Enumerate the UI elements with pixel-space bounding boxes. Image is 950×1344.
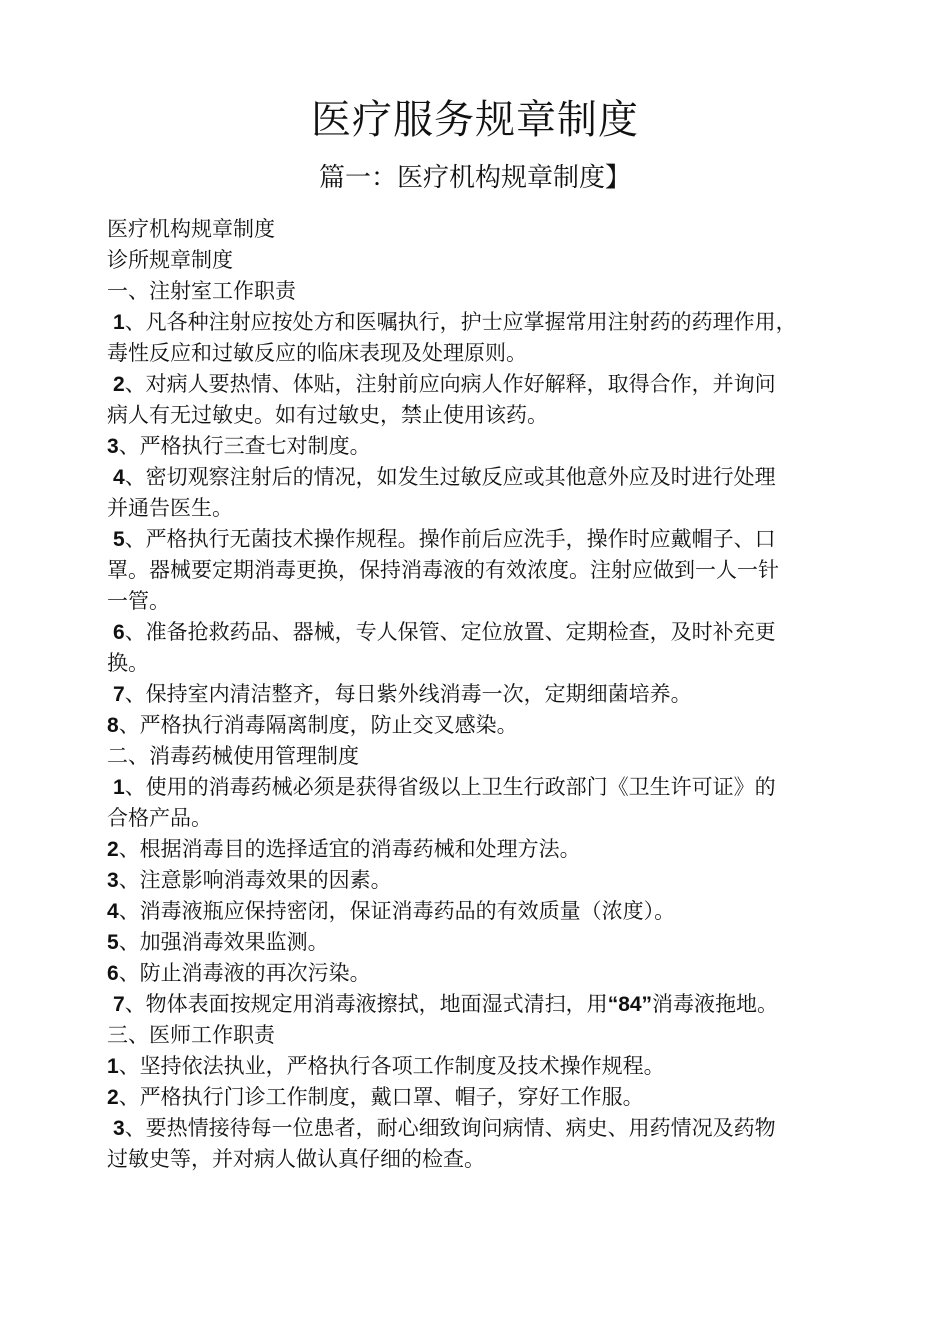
section-1-heading: 一、注射室工作职责 — [107, 279, 296, 303]
item-text: 、凡各种注射应按处方和医嘱执行，护士应掌握常用注射药的药理作用， — [124, 310, 797, 334]
item-text: 、对病人要热情、体贴，注射前应向病人作好解释，取得合作，并询问 — [124, 372, 776, 396]
section-1-list — [107, 307, 859, 741]
document-subtitle: 篇一：医疗机构规章制度】 — [318, 163, 631, 193]
item-text: 、准备抢救药品、器械，专人保管、定位放置、定期检查，及时补充更 — [124, 620, 776, 644]
item-number: 3 — [107, 435, 119, 458]
item-number: 3 — [107, 869, 119, 892]
item-text: 病人有无过敏史。如有过敏史，禁止使用该药。 — [107, 403, 548, 427]
list-item — [107, 1113, 859, 1175]
item-continuation-line — [107, 493, 859, 524]
item-first-line — [107, 896, 859, 927]
item-first-line — [107, 524, 859, 555]
item-first-line — [107, 1051, 859, 1082]
item-first-line — [107, 958, 859, 989]
item-text: 、坚持依法执业，严格执行各项工作制度及技术操作规程。 — [118, 1054, 665, 1078]
item-continuation-line — [107, 400, 859, 431]
item-text: 、严格执行消毒隔离制度，防止交叉感染。 — [118, 713, 518, 737]
item-text: 、防止消毒液的再次污染。 — [118, 961, 371, 985]
item-text: 、注意影响消毒效果的因素。 — [118, 868, 392, 892]
item-number: 2 — [113, 373, 125, 396]
item-text: 、要热情接待每一位患者，耐心细致询问病情、病史、用药情况及药物 — [124, 1116, 776, 1140]
item-number: 7 — [113, 993, 125, 1016]
list-item — [107, 369, 859, 431]
item-text: 、根据消毒目的选择适宜的消毒药械和处理方法。 — [118, 837, 581, 861]
list-item — [107, 865, 859, 896]
list-item — [107, 958, 859, 989]
section-2-heading: 二、消毒药械使用管理制度 — [107, 744, 359, 768]
heading-institution: 医疗机构规章制度 — [107, 217, 275, 241]
list-item — [107, 524, 859, 617]
document-body — [107, 214, 859, 1175]
item-first-line — [107, 865, 859, 896]
item-text: 、物体表面按规定用消毒液擦拭，地面湿式清扫，用 — [124, 992, 608, 1016]
list-item — [107, 772, 859, 834]
item-text: 、严格执行门诊工作制度，戴口罩、帽子，穿好工作服。 — [118, 1085, 644, 1109]
item-continuation-line — [107, 555, 859, 586]
section-3-list — [107, 1051, 859, 1175]
list-item — [107, 431, 859, 462]
item-number: 2 — [107, 1086, 119, 1109]
item-number: 6 — [113, 621, 125, 644]
list-item — [107, 927, 859, 958]
section-3-heading: 三、医师工作职责 — [107, 1023, 275, 1047]
item-text: 并通告医生。 — [107, 496, 233, 520]
item-first-line — [107, 834, 859, 865]
item-first-line — [107, 1082, 859, 1113]
item-number: 3 — [113, 1117, 125, 1140]
item-text: 毒性反应和过敏反应的临床表现及处理原则。 — [107, 341, 527, 365]
item-continuation-line — [107, 648, 859, 679]
list-item — [107, 1082, 859, 1113]
item-quoted-text: “84” — [607, 993, 653, 1016]
item-continuation-line — [107, 586, 859, 617]
item-continuation-line — [107, 803, 859, 834]
document-title: 医疗服务规章制度 — [311, 97, 639, 143]
item-text: 、保持室内清洁整齐，每日紫外线消毒一次，定期细菌培养。 — [124, 682, 692, 706]
item-continuation-line — [107, 338, 859, 369]
item-first-line — [107, 431, 859, 462]
list-item — [107, 1051, 859, 1082]
item-number: 1 — [107, 1055, 119, 1078]
item-number: 2 — [107, 838, 119, 861]
item-text: 、密切观察注射后的情况，如发生过敏反应或其他意外应及时进行处理 — [124, 465, 776, 489]
item-first-line — [107, 1113, 859, 1144]
list-item — [107, 896, 859, 927]
item-number: 4 — [107, 900, 119, 923]
item-text: 一管。 — [107, 589, 170, 613]
item-first-line — [107, 772, 859, 803]
item-text: 、严格执行三查七对制度。 — [118, 434, 371, 458]
item-number: 1 — [113, 776, 125, 799]
item-first-line — [107, 927, 859, 958]
item-first-line — [107, 617, 859, 648]
item-text: 、严格执行无菌技术操作规程。操作前后应洗手，操作时应戴帽子、口 — [124, 527, 776, 551]
item-number: 4 — [113, 466, 125, 489]
item-first-line — [107, 462, 859, 493]
item-text: 消毒液拖地。 — [652, 992, 779, 1016]
item-number: 5 — [107, 931, 119, 954]
heading-clinic: 诊所规章制度 — [107, 248, 233, 272]
item-continuation-line — [107, 1144, 859, 1175]
item-number: 5 — [113, 528, 125, 551]
item-number: 8 — [107, 714, 119, 737]
list-item — [107, 679, 859, 710]
section-2-item-7 — [107, 989, 859, 1020]
item-text: 、消毒液瓶应保持密闭，保证消毒药品的有效质量（浓度）。 — [118, 899, 676, 923]
item-number: 1 — [113, 311, 125, 334]
list-item — [107, 834, 859, 865]
item-first-line — [107, 679, 859, 710]
item-text: 、加强消毒效果监测。 — [118, 930, 329, 954]
item-text: 换。 — [107, 651, 149, 675]
item-text: 合格产品。 — [107, 806, 212, 830]
list-item — [107, 710, 859, 741]
section-2-list — [107, 772, 859, 989]
item-text: 罩。器械要定期消毒更换，保持消毒液的有效浓度。注射应做到一人一针 — [107, 558, 779, 582]
list-item — [107, 617, 859, 679]
item-first-line — [107, 307, 859, 338]
item-text: 、使用的消毒药械必须是获得省级以上卫生行政部门《卫生许可证》的 — [124, 775, 776, 799]
item-first-line — [107, 710, 859, 741]
list-item — [107, 462, 859, 524]
list-item — [107, 307, 859, 369]
item-text: 过敏史等，并对病人做认真仔细的检查。 — [107, 1147, 485, 1171]
item-number: 7 — [113, 683, 125, 706]
item-number: 6 — [107, 962, 119, 985]
item-first-line — [107, 369, 859, 400]
